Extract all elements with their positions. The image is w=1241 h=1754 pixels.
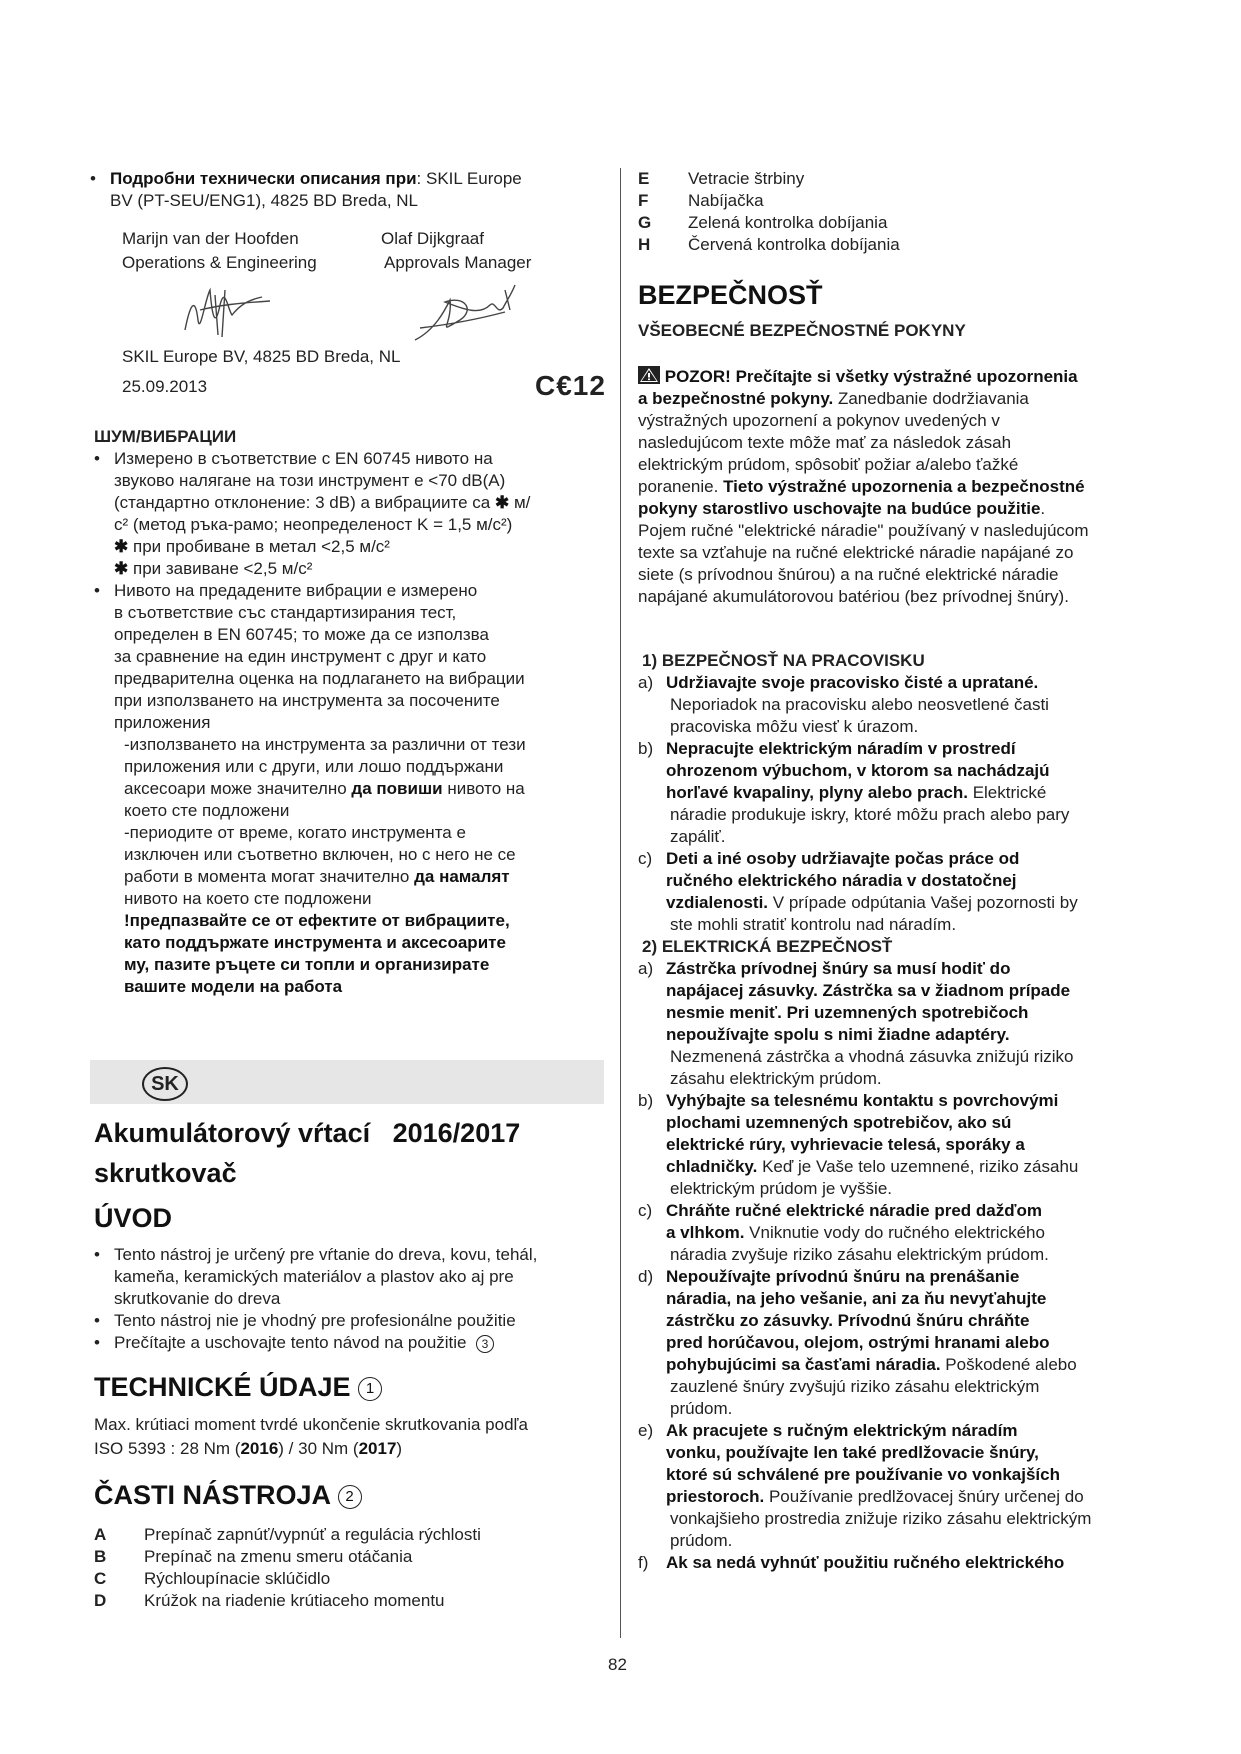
rule-label: b) <box>638 739 654 758</box>
part-text: Rýchloupínacie sklúčidlo <box>144 1569 331 1588</box>
part-item <box>94 1568 614 1590</box>
parts-list-left <box>94 1524 614 1612</box>
rule-line <box>666 1002 1158 1024</box>
rule-line <box>666 1442 1158 1464</box>
rule-line <box>666 958 1158 980</box>
tech-model: 2017 <box>358 1439 397 1458</box>
rule-bold-text: Chráňte ručné elektrické náradie pred dažďom <box>666 1201 1042 1220</box>
bullet-dot: • <box>94 1311 100 1330</box>
warning-text: POZOR! Prečítajte si všetky výstražné upozornenia <box>664 367 1078 386</box>
rule-line <box>666 1552 1158 1574</box>
product-title-line1 <box>94 1118 520 1149</box>
section2-heading: 2) ELEKTRICKÁ BEZPEČNOSŤ <box>642 937 893 956</box>
part-letter: F <box>638 191 649 210</box>
product-models: 2016/2017 <box>392 1118 521 1148</box>
rule-line <box>666 1222 1158 1244</box>
part-text: Prepínač zapnúť/vypnúť a regulácia rýchlosti <box>144 1525 481 1544</box>
parts-heading-text: ČASTI NÁSTROJA <box>94 1480 331 1510</box>
intro-item <box>94 1310 614 1332</box>
part-item <box>638 212 1158 234</box>
rule-bold-text: ručného elektrického náradia v dostatočnej <box>666 871 1017 890</box>
vib-sub-emph: да намалят <box>414 867 510 886</box>
part-letter: A <box>94 1525 107 1544</box>
rule-text: ste mohli stratiť kontrolu nad náradím. <box>670 915 957 934</box>
rule-bold-text: napájacej zásuvky. Zástrčka sa v žiadnom prípade <box>666 981 1071 1000</box>
vib-line: предварителна оценка на подлагането на вибрации <box>114 669 525 688</box>
rule-text: pracoviska môžu viesť k úrazom. <box>670 717 919 736</box>
column-divider <box>620 168 621 1638</box>
vib-sub-line: работи в момента могат значително <box>124 867 410 886</box>
address: SKIL Europe BV, 4825 BD Breda, NL <box>122 347 401 366</box>
warning-text: výstražných upozornení a pokynov uvedených v <box>638 411 1000 430</box>
vib-line: в съответствие със стандартизирания тест, <box>114 603 457 622</box>
warning-line <box>638 542 1158 564</box>
bullet-dot: • <box>94 1333 100 1352</box>
rule-line <box>666 1508 1158 1530</box>
figure-ref: 2 <box>338 1485 362 1509</box>
noise-line: звуково налягане на този инструмент е <70 dB(A) <box>114 471 506 490</box>
rule-bold-text: vonku, používajte len také predlžovacie šnúry, <box>666 1443 1039 1462</box>
tech-desc-line2: BV (PT-SEU/ENG1), 4825 BD Breda, NL <box>110 191 419 210</box>
asterisk-icon: ✱ <box>495 493 510 512</box>
rule-line <box>666 1486 1158 1508</box>
parts-heading <box>94 1480 362 1511</box>
noise-line: (стандартно отклонение: 3 dB) а вибрациите са <box>114 493 491 512</box>
rule-bold-text: Udržiavajte svoje pracovisko čisté a upratané. <box>666 673 1039 692</box>
rule-text: náradia zvyšuje riziko zásahu elektrickým prúdom. <box>670 1245 1049 1264</box>
rule-bold-text: Nepoužívajte prívodnú šnúru na prenášanie <box>666 1267 1020 1286</box>
rule-bold-text: nepoužívajte spolu s nimi žiadne adaptéry. <box>666 1025 1010 1044</box>
tech-heading-text: TECHNICKÉ ÚDAJE <box>94 1372 351 1402</box>
vib-sub-emph: да повиши <box>351 779 443 798</box>
tech-desc-bullet <box>90 168 610 212</box>
figure-ref: 3 <box>476 1335 494 1353</box>
safety-rule-item <box>638 1266 1158 1420</box>
safety-heading: BEZPEČNOSŤ <box>638 280 823 310</box>
warning-line <box>638 520 1158 542</box>
section1-heading: 1) BEZPEČNOSŤ NA PRACOVISKU <box>642 651 925 670</box>
rule-line <box>666 738 1158 760</box>
rule-line <box>666 1332 1158 1354</box>
warning-block <box>638 366 1158 608</box>
tech-desc-bold: Подробни технически описания при <box>110 169 417 188</box>
asterisk-icon: ✱ <box>114 537 129 556</box>
rule-text: Nezmenená zástrčka a vhodná zásuvka znižujú riziko <box>670 1047 1074 1066</box>
signature-2 <box>405 280 525 350</box>
intro-line: Tento nástroj nie je vhodný pre profesionálne použitie <box>114 1311 516 1330</box>
warning-text: Tieto výstražné upozornenia a bezpečnostné <box>723 477 1085 496</box>
rule-text: zauzlené šnúry zvyšujú riziko zásahu elektrickým <box>670 1377 1040 1396</box>
part-item <box>638 190 1158 212</box>
rule-bold-text: horľavé kvapaliny, plyny alebo prach. <box>666 783 968 802</box>
part-text: Krúžok na riadenie krútiaceho momentu <box>144 1591 445 1610</box>
safety-rule-item <box>638 1552 1158 1574</box>
rule-bold-text: elektrické rúry, vyhrievacie telesá, sporáky a <box>666 1135 1025 1154</box>
warning-text: napájané akumulátorovou batériou (bez prívodnej šnúry). <box>638 587 1069 606</box>
rule-line <box>666 1464 1158 1486</box>
rule-line <box>666 1288 1158 1310</box>
rule-text: vonkajšieho prostredia znižuje riziko zásahu elektrickým <box>670 1509 1092 1528</box>
intro-list <box>94 1244 614 1354</box>
safety-rule-item <box>638 1420 1158 1552</box>
noise-bullet <box>94 448 614 580</box>
rule-bold-text: nesmie meniť. Pri uzemnených spotrebičoch <box>666 1003 1029 1022</box>
warning-text: a bezpečnostné pokyny. <box>638 389 834 408</box>
part-item <box>94 1524 614 1546</box>
rule-line <box>666 1178 1158 1200</box>
vib-sub-line: изключен или съответно включен, но с него не се <box>124 845 516 864</box>
rule-label: b) <box>638 1091 654 1110</box>
rule-line <box>666 1244 1158 1266</box>
rule-text: Keď je Vaše telo uzemnené, riziko zásahu <box>757 1157 1079 1176</box>
tech-line2 <box>94 1438 402 1460</box>
intro-line: skrutkovanie do dreva <box>114 1289 281 1308</box>
signer1-role: Operations & Engineering <box>122 253 317 272</box>
tech-text: ISO 5393 : 28 Nm ( <box>94 1439 241 1458</box>
noise-unit-tail: м/ <box>513 493 531 512</box>
rule-line <box>666 1046 1158 1068</box>
vib-line: за сравнение на един инструмент с друг и като <box>114 647 487 666</box>
bullet-dot: • <box>94 449 100 468</box>
rule-bold-text: zástrčku zo zásuvky. Prívodnú šnúru chráňte <box>666 1311 1030 1330</box>
rule-bold-text: Deti a iné osoby udržiavajte počas práce od <box>666 849 1020 868</box>
rule-label: a) <box>638 673 654 692</box>
bullet-dot: • <box>90 169 96 188</box>
noise-line: при пробиване в метал <2,5 м/c² <box>132 537 390 556</box>
rule-bold-text: plochami uzemnených spotrebičov, ako sú <box>666 1113 1012 1132</box>
rule-text: prúdom. <box>670 1531 733 1550</box>
part-letter: H <box>638 235 651 254</box>
rule-line <box>666 1156 1158 1178</box>
tech-model: 2016 <box>240 1439 279 1458</box>
part-text: Nabíjačka <box>688 191 764 210</box>
signer1-name: Marijn van der Hoofden <box>122 229 299 248</box>
rule-bold-text: Nepracujte elektrickým náradím v prostredí <box>666 739 1016 758</box>
language-badge: SK <box>142 1067 188 1101</box>
warning-text: texte sa vzťahuje na ručné elektrické náradie napájané zo <box>638 543 1074 562</box>
rule-text: Vniknutie vody do ručného elektrického <box>744 1223 1045 1242</box>
part-letter: B <box>94 1547 107 1566</box>
rule-bold-text: Zástrčka prívodnej šnúry sa musí hodiť do <box>666 959 1011 978</box>
signer2-role: Approvals Manager <box>384 253 532 272</box>
vib-warning-line: вашите модели на работа <box>124 977 343 996</box>
safety-rule-item <box>638 738 1158 848</box>
rule-line <box>666 804 1158 826</box>
warning-text: Pojem ručné "elektrické náradie" používaný v nasledujúcom <box>638 521 1089 540</box>
rule-bold-text: a vlhkom. <box>666 1223 745 1242</box>
intro-line: Tento nástroj je určený pre vŕtanie do dreva, kovu, tehál, <box>114 1245 538 1264</box>
warning-line <box>638 410 1158 432</box>
warning-text: Zanedbanie dodržiavania <box>833 389 1029 408</box>
figure-ref: 1 <box>358 1377 382 1401</box>
rule-line <box>666 1420 1158 1442</box>
safety-rules <box>638 650 1158 1574</box>
part-text: Červená kontrolka dobíjania <box>688 235 900 254</box>
rule-text: Neporiadok na pracovisku alebo neosvetlené časti <box>670 695 1049 714</box>
vib-warning-line: като поддържате инструмента и аксесоарите <box>124 933 506 952</box>
rule-text: zásahu elektrickým prúdom. <box>670 1069 882 1088</box>
part-letter: G <box>638 213 652 232</box>
vib-sub-line: което сте подложени <box>124 801 290 820</box>
rule-label: a) <box>638 959 654 978</box>
part-item <box>94 1590 614 1612</box>
rule-bold-text: priestoroch. <box>666 1487 765 1506</box>
part-letter: C <box>94 1569 107 1588</box>
warning-text: elektrickým prúdom, spôsobiť požiar a/alebo ťažké <box>638 455 1019 474</box>
rule-text: prúdom. <box>670 1399 733 1418</box>
rule-label: d) <box>638 1267 654 1286</box>
warning-line <box>638 454 1158 476</box>
vib-sub-line: -периодите от време, когато инструмента е <box>124 823 466 842</box>
warning-line <box>638 564 1158 586</box>
safety-rule-item <box>638 672 1158 738</box>
rule-line <box>666 848 1158 870</box>
rule-text: V prípade odpútania Vašej pozornosti by <box>768 893 1078 912</box>
warning-line <box>638 432 1158 454</box>
rule-line <box>666 980 1158 1002</box>
vib-sub-line: аксесоари може значително <box>124 779 347 798</box>
rule-text: Elektrické <box>967 783 1047 802</box>
vib-line: приложения <box>114 713 211 732</box>
vib-sub-line: -използването на инструмента за различни от тези <box>124 735 526 754</box>
safety-rule-item <box>638 958 1158 1090</box>
bullet-dot: • <box>94 581 100 600</box>
product-name: Akumulátorový vŕtací <box>94 1118 371 1148</box>
rule-line <box>666 826 1158 848</box>
rule-line <box>666 694 1158 716</box>
signature-1 <box>170 275 280 345</box>
warning-text: poranenie. <box>638 477 724 496</box>
rule-line <box>666 1310 1158 1332</box>
intro-item <box>94 1244 614 1310</box>
warning-line <box>638 476 1158 498</box>
page-number: 82 <box>608 1655 627 1674</box>
rule-line <box>666 1090 1158 1112</box>
rule-bold-text: pohybujúcimi sa časťami náradia. <box>666 1355 941 1374</box>
rule-bold-text: pred horúčavou, olejom, ostrými hranami alebo <box>666 1333 1050 1352</box>
rule-bold-text: ohrozenom výbuchom, v ktorom sa nachádzajú <box>666 761 1050 780</box>
tech-text: ) / 30 Nm ( <box>278 1439 359 1458</box>
warning-line <box>638 366 1158 388</box>
part-letter: D <box>94 1591 107 1610</box>
signer2-name: Olaf Dijkgraaf <box>381 229 484 248</box>
intro-heading: ÚVOD <box>94 1203 173 1233</box>
warning-text: nasledujúcom texte môže mať za následok zásah <box>638 433 1012 452</box>
tech-heading <box>94 1372 382 1403</box>
noise-line: c² (метод ръка-рамо; неопределеност K = 1,5 м/c²) <box>114 515 513 534</box>
rule-line <box>666 1398 1158 1420</box>
rule-label: c) <box>638 1201 653 1220</box>
safety-rule-item <box>638 848 1158 936</box>
part-item <box>94 1546 614 1568</box>
section1-items <box>638 672 1158 936</box>
intro-item <box>94 1332 614 1354</box>
warning-triangle-icon <box>638 366 660 384</box>
section2-items <box>638 958 1158 1574</box>
safety-rule-item <box>638 1200 1158 1266</box>
rule-line <box>666 716 1158 738</box>
bullet-dot: • <box>94 1245 100 1264</box>
rule-line <box>666 1354 1158 1376</box>
tech-line1: Max. krútiaci moment tvrdé ukončenie skrutkovania podľa <box>94 1415 528 1434</box>
vibration-bullet <box>94 580 614 998</box>
warning-text: pokyny starostlivo uschovajte na budúce použitie <box>638 499 1041 518</box>
rule-text: Používanie predlžovacej šnúry určenej do <box>764 1487 1084 1506</box>
vib-line: Нивото на предадените вибрации е измерено <box>114 581 478 600</box>
rule-text: Poškodené alebo <box>940 1355 1077 1374</box>
rule-line <box>666 1530 1158 1552</box>
rule-line <box>666 672 1158 694</box>
date: 25.09.2013 <box>122 377 208 396</box>
rule-line <box>666 760 1158 782</box>
part-item <box>638 168 1158 190</box>
rule-bold-text: Vyhýbajte sa telesnému kontaktu s povrchovými <box>666 1091 1059 1110</box>
warning-text: siete (s prívodnou šnúrou) a na ručné elektrické náradie <box>638 565 1059 584</box>
rule-line <box>666 1200 1158 1222</box>
noise-line: при завиване <2,5 м/c² <box>132 559 313 578</box>
vib-sub-line: нивото на <box>447 779 525 798</box>
rule-line <box>666 870 1158 892</box>
rule-bold-text: náradia, na jeho vešanie, ani za ňu nevyťahujte <box>666 1289 1047 1308</box>
intro-line: Prečítajte a uschovajte tento návod na použitie <box>114 1333 467 1352</box>
rule-bold-text: ktoré sú schválené pre používanie vo vonkajších <box>666 1465 1060 1484</box>
warning-line <box>638 388 1158 410</box>
asterisk-icon: ✱ <box>114 559 129 578</box>
vib-warning-line: му, пазите ръцете си топли и организирате <box>124 955 490 974</box>
product-title-line2: skrutkovač <box>94 1158 237 1188</box>
general-heading: VŠEOBECNÉ BEZPEČNOSTNÉ POKYNY <box>638 321 966 340</box>
rule-label: f) <box>638 1553 649 1572</box>
vib-sub-line: приложения или с други, или лошо поддържани <box>124 757 504 776</box>
vib-warning-line: !предпазвайте се от ефектите от вибрациите, <box>124 911 510 930</box>
rule-line <box>666 914 1158 936</box>
rule-line <box>666 1134 1158 1156</box>
noise-line: Измерено в съответствие с EN 60745 нивото на <box>114 449 493 468</box>
warning-line <box>638 498 1158 520</box>
rule-line <box>666 892 1158 914</box>
vib-sub-line: нивото на което сте подложени <box>124 889 372 908</box>
rule-line <box>666 1266 1158 1288</box>
part-text: Vetracie štrbiny <box>688 169 805 188</box>
rule-label: c) <box>638 849 653 868</box>
rule-text: zapáliť. <box>670 827 726 846</box>
rule-line <box>666 1024 1158 1046</box>
part-letter: E <box>638 169 650 188</box>
rule-text: náradie produkuje iskry, ktoré môžu prach alebo pary <box>670 805 1070 824</box>
vib-line: при използването на инструмента за посочените <box>114 691 500 710</box>
parts-list-right <box>638 168 1158 256</box>
rule-bold-text: chladničky. <box>666 1157 758 1176</box>
intro-line: kameňa, keramických materiálov a plastov ako aj pre <box>114 1267 514 1286</box>
ce-mark: C€12 <box>535 370 606 401</box>
rule-text: elektrickým prúdom je vyššie. <box>670 1179 893 1198</box>
warning-text: . <box>1040 499 1046 518</box>
rule-bold-text: Ak sa nedá vyhnúť použitiu ručného elektrického <box>666 1553 1065 1572</box>
rule-label: e) <box>638 1421 654 1440</box>
rule-bold-text: Ak pracujete s ručným elektrickým náradím <box>666 1421 1018 1440</box>
tech-desc-rest: : SKIL Europe <box>416 169 522 188</box>
part-text: Zelená kontrolka dobíjania <box>688 213 888 232</box>
rule-line <box>666 782 1158 804</box>
noise-heading: ШУМ/ВИБРАЦИИ <box>94 427 237 446</box>
rule-bold-text: vzdialenosti. <box>666 893 769 912</box>
part-item <box>638 234 1158 256</box>
safety-rule-item <box>638 1090 1158 1200</box>
vib-line: определен в EN 60745; то може да се използва <box>114 625 489 644</box>
rule-line <box>666 1112 1158 1134</box>
part-text: Prepínač na zmenu smeru otáčania <box>144 1547 413 1566</box>
warning-line <box>638 586 1158 608</box>
tech-text: ) <box>396 1439 403 1458</box>
rule-line <box>666 1068 1158 1090</box>
rule-line <box>666 1376 1158 1398</box>
